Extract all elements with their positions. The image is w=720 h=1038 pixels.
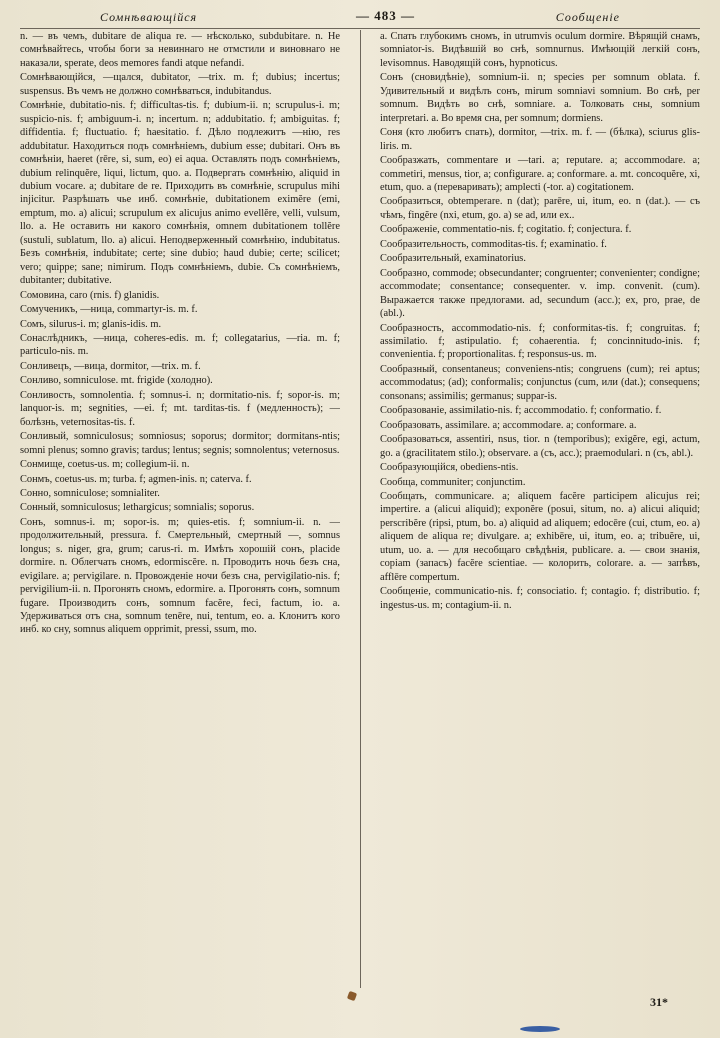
dictionary-entry: Сонливый, somniculosus; somniosus; soporus; dormitor; dormitans-ntis; somni plenus; somno gravis; tardus; lentus; segnis; somnolentus; veternosus.	[20, 431, 340, 456]
page-signature: 31*	[650, 995, 668, 1009]
ink-mark	[347, 991, 357, 1001]
dictionary-entry: Сообразующійся, obediens-ntis.	[380, 462, 519, 474]
dictionary-entry: Сообразиться, obtemperare. n (dat); parēre, ui, itum, eo. n (dat.). — съ чѣмъ, fingĕre (nxi, etum, go. a) se ad, или ex..	[380, 196, 700, 221]
dictionary-entry: Сонъ, somnus-i. m; sopor-is. m; quies-etis. f; somnium-ii. n. — продолжительный, pressura. f. Смертельный, смертный —, somnus longus; s. niger, gra, grum; carus-ri. m. Имѣть хорошій сонъ, placide dormire. n. Облегчать сномъ, edormiscĕre. n. Проводить ночь безъ сна, evigilare. a; pervigilare. n. Провожденіе ночи безъ сна, pervigilatio-nis. f; pervigilium-ii. n. Прогонять сномъ, edormire. a. Прогонять сонъ, somnum fugare. Производить сонъ, somnum facĕre, feci, factum, io. a. Удерживаться отъ сна, somnum tenēre, nui, tentum, eo. a. Клонитъ кого инб. ко сну, somnus aliquem opprimit, pressi, ssum, mo.	[20, 516, 340, 636]
page-number: — 483 —	[356, 8, 415, 23]
dictionary-entry: Сонный, somniculosus; lethargicus; somnialis; soporus.	[20, 502, 255, 514]
dictionary-entry: Сообразовать, assimilare. a; accommodare. a; conformare. a.	[380, 419, 637, 431]
right-column	[380, 30, 700, 988]
dictionary-entry: Сомовина, caro (rnis. f) glanidis.	[20, 289, 160, 301]
dictionary-entry: Сообразованіе, assimilatio-nis. f; accommodatio. f; conformatio. f.	[380, 405, 662, 417]
dictionary-entry: Сообщеніе, communicatio-nis. f; consociatio. f; contagio. f; distributio. f; ingestus-us. m; contagium-ii. n.	[380, 586, 700, 611]
dictionary-entry: Сообщать, communicare. a; aliquem facĕre participem alicujus rei; impertire. a (alicui aliquid); exponĕre (posui, situm, no. a) alicui aliquid; perscribĕre (ripsi, ptum, bo. a) aliquid ad aliquem; edocēre (cui, ctum, eo. a) aliquem de aliqua re; divulgare. a; exhibēre, ui, itum, eo. a; tribuĕre, ui, utum, uo. a. — для несобщаго свѣдѣнія, publicare. a. — свои знанія, copiam (запасъ) facĕre scientiae. — колорить, colorare. a. — запѣвъ, afflēre compertum.	[380, 490, 700, 583]
dictionary-entry: n. — въ чемъ, dubitare de aliqua re. — нѣсколько, subdubitare. n. Не сомнѣвайтесь, чтобы боги за невиннаго не отмстили и виновнаго не наказали, sperate, deos memores fandi atque nefandi.	[20, 31, 340, 69]
column-divider	[360, 30, 361, 988]
dictionary-entry: Сонливость, somnolentia. f; somnus-i. n; dormitatio-nis. f; sopor-is. m; lanquor-is. m; segnities, —ei. f; mt. tarditas-tis. f (медленность); — болѣзнь, veternositas-tis. f.	[20, 389, 340, 428]
dictionary-entry: Сонливо, somniculose. mt. frigide (холодно).	[20, 375, 213, 387]
two-column-body	[20, 30, 700, 988]
dictionary-entry: a. Спать глубокимъ сномъ, in utrumvis oculum dormire. Вѣрящій снамъ, somniator-is. Видѣвшій во снѣ, somnurnus. Имѣющій легкій сонъ, levisomnus. Наводящій сонъ, hypnoticus.	[380, 31, 700, 69]
dictionary-entry: Соображеніе, commentatio-nis. f; cogitatio. f; conjectura. f.	[380, 224, 632, 236]
dictionary-entry: Сомъ, silurus-i. m; glanis-idis. m.	[20, 318, 162, 330]
dictionary-entry: Сообща, communiter; conjunctim.	[380, 476, 526, 488]
dictionary-entry: Сомученикъ, —ница, commartyr-is. m. f.	[20, 304, 198, 316]
dictionary-entry: Сообразительный, examinatorius.	[380, 253, 526, 265]
dictionary-entry: Сообразно, commode; obsecundanter; congruenter; convenienter; condigne; accommodate; consentance; consequenter. v. imp. convenit. (cum). Выражается также предлогами. ad, secundum (acc.); ex, pro, prae, de (abl.).	[380, 267, 700, 320]
dictionary-entry: Сообразительность, commoditas-tis. f; examinatio. f.	[380, 238, 607, 250]
header-right-guideword: Сообщеніе	[555, 10, 620, 24]
dictionary-entry: Сообразжать, commentare и —tari. a; reputare. a; accommodare. a; commetiri, mensus, tior, a; configurare. a; conformare. a. mt. concoquĕre, xi, etum, quo. a (переваривать); amplecti (-tor. a) cogitationem.	[380, 155, 700, 193]
dictionary-entry: Сонно, somniculose; somnialiter.	[20, 487, 160, 499]
left-column	[20, 30, 340, 988]
dictionary-entry: Сообразный, consentaneus; conveniens-ntis; congruens (cum); rei aptus; accommodatus; (ad); conformalis; conjunctus (cum, или (dat.); consequens; consonans; assimilis; germanus; suppar-is.	[380, 363, 700, 402]
page-header	[20, 8, 700, 29]
dictionary-entry: Сонъ (сновидѣніе), somnium-ii. n; species per somnum oblata. f. Удивительный и видѣлъ сонъ, mirum somniavi somnium. Во снѣ, per somnum. Видѣть во снѣ, somniare. a. Толковать сны, somnium interpretari. a. Во время сна, per somnum; dormiens.	[380, 72, 700, 124]
blue-stain	[520, 1026, 560, 1032]
dictionary-entry: Сонмище, coetus-us. m; collegium-ii. n.	[20, 459, 190, 471]
dictionary-entry: Сомнѣніе, dubitatio-nis. f; difficultas-tis. f; dubium-ii. n; scrupulus-i. m; suspicio-nis. f; ambiguum-i. n; incertum. n; addubitatio. f; ambiguitas. f; diffidentia. f; fluctuatio. f; haesitatio. f. Дѣло подлежитъ —нію, res addubitatur. Находиться подъ сомнѣніемъ, dubium esse; dubitari. Онъ въ сомнѣніи, haeret (rēre, si, sum, eo) ei aqua. Оставлять подъ сомнѣніемъ, dubium relinquĕre, liqui, lictum, quo. a. Подвергать сомнѣнію, aliquid in dubium vocare. a; dubitare de re. Приходить въ сомнѣніе, scrupulus mihi injicitur. Разрѣшать чье инб. сомнѣніе, dubitationem eximĕre (emi, emptum, mo. a) alicui; scrupulum ex alicujus animo evellĕre, velli, vulsum, llo. a. Не оставить ни какого сомнѣнія, omnem dubitationem tollĕre (sustuli, sublatum, llo. a) alicui. Неподверженный сомнѣнію, indubitatus. Безъ сомнѣнія, indubitate; certe; sine dubio; haud dubie; certe; scilicet; vero; quippe; sane; nimirum. Подъ сомнѣніемъ, dubie. Съ сомнѣніемъ, dubitanter; dubitative.	[20, 100, 340, 287]
dictionary-entry: Сообразоваться, assentiri, nsus, tior. n (temporibus); exigĕre, egi, actum, go. a (gracilitatem stilo.); observare. a (съ, acc.); praemodulari. n (съ, abl.).	[380, 434, 700, 459]
dictionary-entry: Сонливецъ, —вица, dormitor, —trix. m. f.	[20, 360, 201, 372]
dictionary-entry: Сомнѣвающійся, —щался, dubitator, —trix. m. f; dubius; incertus; suspensus. Въ чемъ не должно сомнѣваться, indubitandus.	[20, 72, 340, 97]
dictionary-entry: Соня (кто любитъ спать), dormitor, —trix. m. f. — (бѣлка), sciurus glis-liris. m.	[380, 127, 700, 152]
dictionary-entry: Сонаслѣдникъ, —ница, coheres-edis. m. f; collegatarius, —ria. m. f; particulo-nis. m.	[20, 332, 340, 358]
dictionary-entry: Сообразность, accommodatio-nis. f; conformitas-tis. f; congruitas. f; assimilatio. f; astipulatio. f; cohaerentia. f; concinnitudo-inis. f; convenientia. f; proportionalitas. f; responsus-us. m.	[380, 322, 700, 361]
dictionary-entry: Сонмъ, coetus-us. m; turba. f; agmen-inis. n; caterva. f.	[20, 473, 252, 485]
header-left-guideword: Сомнѣвающійся	[100, 10, 198, 24]
